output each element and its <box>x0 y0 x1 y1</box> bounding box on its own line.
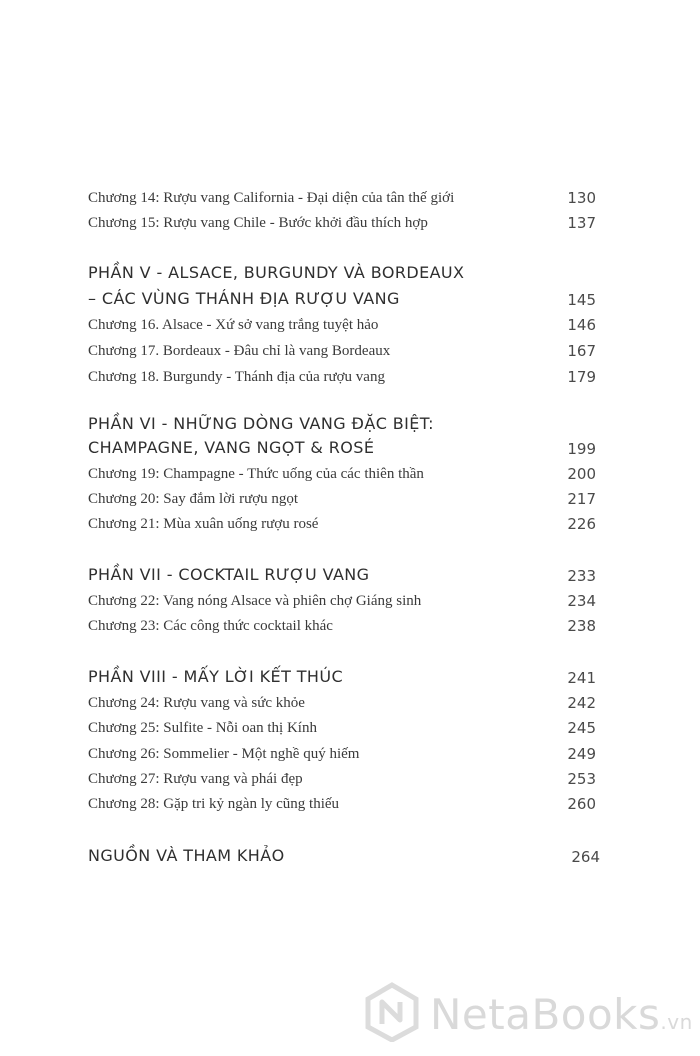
watermark-brand-text: NetaBooks <box>430 990 661 1039</box>
entry-title: Chương 27: Rượu vang và phái đẹp <box>88 771 303 787</box>
entry-title: Chương 22: Vang nóng Alsace và phiên chợ Giáng sinh <box>88 593 422 609</box>
entry-page: 226 <box>567 515 596 533</box>
part-page: 241 <box>567 669 596 687</box>
part-title: CHAMPAGNE, VANG NGỌT & ROSÉ <box>88 438 375 457</box>
toc-entry-ch21[interactable] <box>88 512 596 536</box>
entry-title: Chương 18. Burgundy - Thánh địa của rượu vang <box>88 369 385 385</box>
toc-entry-ch23[interactable] <box>88 614 596 638</box>
entry-page: 245 <box>567 719 596 737</box>
entry-page: 260 <box>567 795 596 813</box>
part-7-heading[interactable] <box>88 561 596 589</box>
netabooks-watermark <box>362 976 692 1046</box>
entry-page: 217 <box>567 490 596 508</box>
entry-title: Chương 21: Mùa xuân uống rượu rosé <box>88 516 319 532</box>
toc-entry-ch28[interactable] <box>88 792 596 816</box>
watermark-brand <box>430 990 693 1039</box>
toc-entry-ch15[interactable] <box>88 211 596 235</box>
toc-entry-ch25[interactable] <box>88 716 596 740</box>
entry-title: Chương 28: Gặp tri kỷ ngàn ly cũng thiếu <box>88 796 340 812</box>
entry-title: Chương 24: Rượu vang và sức khỏe <box>88 695 305 711</box>
toc-entry-ch27[interactable] <box>88 767 596 791</box>
entry-page: 179 <box>567 368 596 386</box>
entry-page: 130 <box>567 189 596 207</box>
sources-page: 264 <box>571 848 600 866</box>
toc-entry-ch14[interactable] <box>88 186 596 210</box>
part-8-heading[interactable] <box>88 663 596 691</box>
entry-title: Chương 19: Champagne - Thức uống của các thiên thần <box>88 466 424 482</box>
toc-entry-ch20[interactable] <box>88 487 596 511</box>
entry-page: 242 <box>567 694 596 712</box>
part-page: 233 <box>567 567 596 585</box>
entry-title: Chương 14: Rượu vang California - Đại diện của tân thế giới <box>88 190 455 206</box>
entry-title: Chương 15: Rượu vang Chile - Bước khởi đầu thích hợp <box>88 215 428 231</box>
toc-entry-ch16[interactable] <box>88 313 596 337</box>
entry-page: 200 <box>567 465 596 483</box>
entry-title: Chương 25: Sulfite - Nỗi oan thị Kính <box>88 720 317 736</box>
toc-entry-ch17[interactable] <box>88 339 596 363</box>
entry-title: Chương 17. Bordeaux - Đâu chỉ là vang Bordeaux <box>88 343 391 359</box>
entry-page: 238 <box>567 617 596 635</box>
entry-page: 167 <box>567 342 596 360</box>
entry-title: Chương 26: Sommelier - Một nghề quý hiếm <box>88 746 360 762</box>
toc-entry-ch22[interactable] <box>88 589 596 613</box>
part-title: PHẦN V - ALSACE, BURGUNDY VÀ BORDEAUX <box>88 263 465 282</box>
part-title: PHẦN VI - NHỮNG DÒNG VANG ĐẶC BIỆT: <box>88 414 434 433</box>
sources-heading[interactable] <box>88 842 600 870</box>
part-5-heading-line2[interactable] <box>88 285 596 313</box>
toc-entry-ch26[interactable] <box>88 742 596 766</box>
sources-title: NGUỒN VÀ THAM KHẢO <box>88 846 285 865</box>
netabooks-logo-icon <box>362 982 422 1042</box>
toc-entry-ch18[interactable] <box>88 365 596 389</box>
entry-page: 137 <box>567 214 596 232</box>
entry-page: 234 <box>567 592 596 610</box>
part-6-heading-line2[interactable] <box>88 434 596 462</box>
toc-entry-ch24[interactable] <box>88 691 596 715</box>
part-title: PHẦN VIII - MẤY LỜI KẾT THÚC <box>88 667 344 686</box>
entry-page: 249 <box>567 745 596 763</box>
entry-title: Chương 16. Alsace - Xứ sở vang trắng tuyệt hảo <box>88 317 379 333</box>
entry-title: Chương 20: Say đắm lời rượu ngọt <box>88 491 299 507</box>
part-page: 145 <box>567 291 596 309</box>
part-title: – CÁC VÙNG THÁNH ĐỊA RƯỢU VANG <box>88 289 400 308</box>
toc-entry-ch19[interactable] <box>88 462 596 486</box>
entry-page: 253 <box>567 770 596 788</box>
entry-page: 146 <box>567 316 596 334</box>
part-title: PHẦN VII - COCKTAIL RƯỢU VANG <box>88 565 370 584</box>
watermark-tld: .vn <box>660 1010 693 1034</box>
part-5-heading-line1[interactable] <box>88 259 596 287</box>
entry-title: Chương 23: Các công thức cocktail khác <box>88 618 333 634</box>
part-page: 199 <box>567 440 596 458</box>
